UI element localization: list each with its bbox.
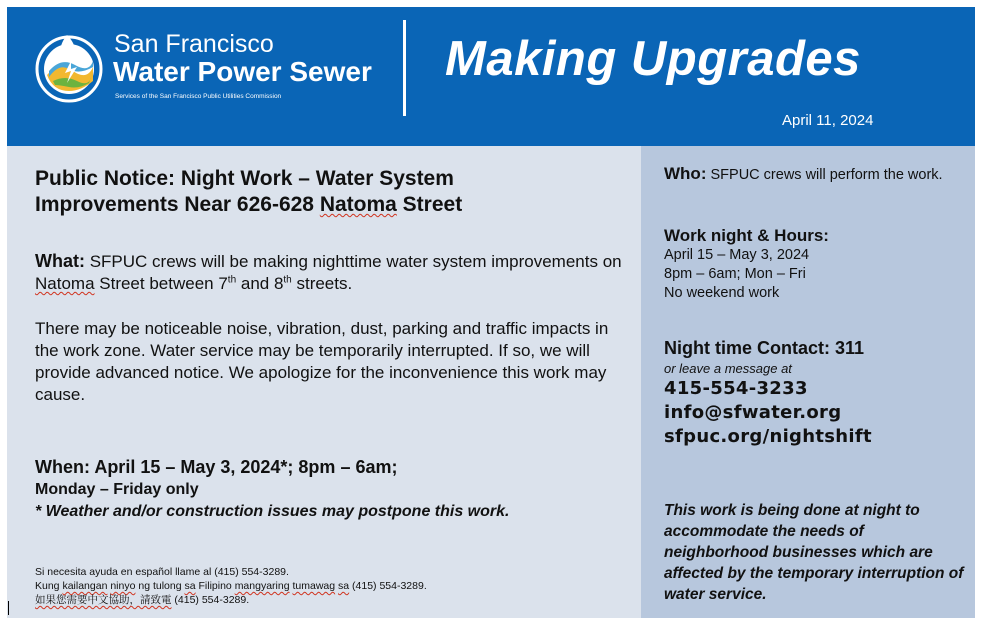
who-block: Who: SFPUC crews will perform the work. <box>664 164 943 183</box>
notice-title: Public Notice: Night Work – Water System Improvements Near 626-628 Natoma Street <box>35 167 463 216</box>
language-filipino: Kung kailangan ninyo ng tulong sa Filipino mangyaring tumawag sa (415) 554-3289. <box>35 580 427 592</box>
contact-label: Night time Contact: 311 <box>664 338 865 358</box>
contact-block <box>664 336 964 449</box>
page-title: Making Upgrades <box>445 32 861 86</box>
sidebar-note: This work is being done at night to accommodate the needs of neighborhood businesses which are affected by the temporary interruption of water service. <box>664 502 964 603</box>
when-days: Monday – Friday only <box>35 481 199 498</box>
contact-website[interactable]: sfpuc.org/nightshift <box>664 426 872 447</box>
water-power-sewer-logo-icon <box>33 31 105 103</box>
language-spanish: Si necesita ayuda en español llame al (415) 554-3289. <box>35 566 289 578</box>
header-banner <box>7 7 975 146</box>
language-chinese: 如果您需要中文協助，請致電 (415) 554-3289. <box>35 594 250 606</box>
contact-phone[interactable]: 415-554-3233 <box>664 378 808 399</box>
hours-block: Work night & Hours: April 15 – May 3, 2024 8pm – 6am; Mon – Fri No weekend work <box>664 226 964 303</box>
contact-subtext: or leave a message at <box>664 361 792 376</box>
header-divider <box>403 20 406 116</box>
when-line: When: April 15 – May 3, 2024*; 8pm – 6am; <box>35 457 398 477</box>
impact-paragraph: There may be noticeable noise, vibration, dust, parking and traffic impacts in the work zone. Water service may be temporarily interrupted. If so, we will provide advanced notice. We apologize for the inconvenience this work may cause. <box>35 319 609 404</box>
hours-label: Work night & Hours: <box>664 226 829 245</box>
when-disclaimer: * Weather and/or construction issues may postpone this work. <box>35 503 510 520</box>
text-cursor <box>8 601 9 615</box>
notice-date: April 11, 2024 <box>782 112 874 129</box>
who-label: Who: <box>664 164 707 183</box>
what-paragraph: What: SFPUC crews will be making nighttime water system improvements on Natoma Street between 7th and 8th streets. <box>35 251 622 293</box>
what-label: What: <box>35 251 85 271</box>
org-name-line1: San Francisco <box>114 30 274 58</box>
org-name-line2: Water Power Sewer <box>113 56 372 87</box>
org-tagline: Services of the San Francisco Public Utilities Commission <box>115 93 282 100</box>
contact-email[interactable]: info@sfwater.org <box>664 402 842 423</box>
